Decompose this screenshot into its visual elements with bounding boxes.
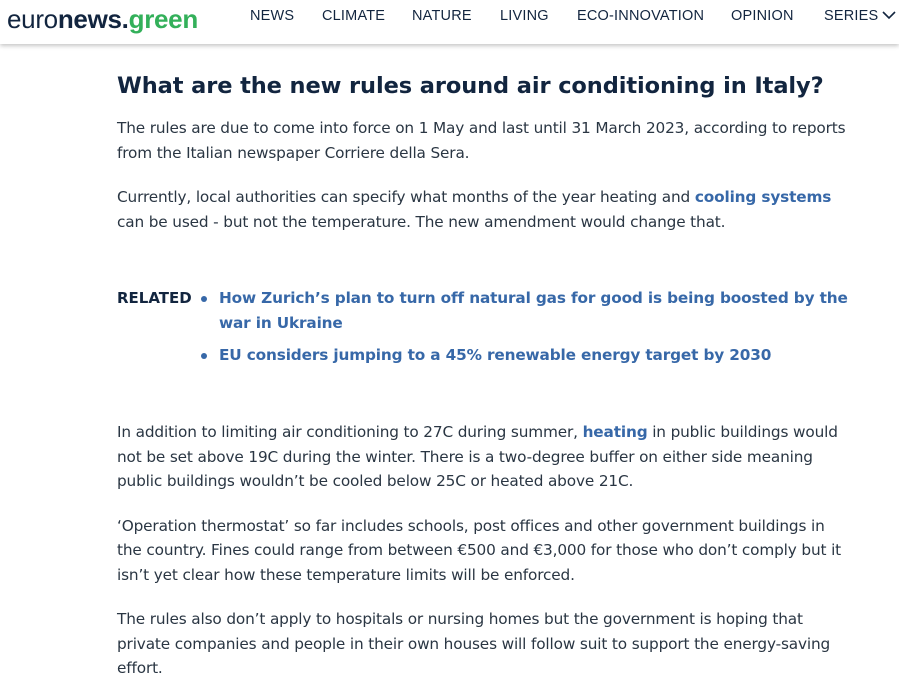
cooling-systems-link[interactable]: cooling systems <box>694 188 832 206</box>
related-label: RELATED <box>117 289 192 307</box>
bullet-dot <box>201 353 207 359</box>
related-link-eu-renewable[interactable]: EU considers jumping to a 45% renewable energy target by 2030 <box>201 343 851 368</box>
nav-item-living[interactable]: LIVING <box>500 8 549 24</box>
nav-item-eco-innovation[interactable]: ECO-INNOVATION <box>577 8 705 24</box>
section-heading: What are the new rules around air conditioning in Italy? <box>117 73 824 99</box>
euronews-green-logo[interactable]: euronews.green <box>7 4 198 34</box>
article-body <box>117 70 847 234</box>
top-navigation-bar <box>0 0 899 44</box>
bullet-dot <box>201 296 207 302</box>
nav-item-nature[interactable]: NATURE <box>412 8 472 24</box>
nav-item-news[interactable]: NEWS <box>250 8 295 24</box>
heating-link[interactable]: heating <box>582 423 648 441</box>
paragraph-exemptions: The rules also don’t apply to hospitals or nursing homes but the government is hoping that private companies and people in their own houses will follow suit to support the energy-saving effort. <box>117 610 831 677</box>
nav-item-series-label: SERIES <box>824 8 879 24</box>
paragraph-rules-dates: The rules are due to come into force on 1 May and last until 31 March 2023, according to reports from the Italian newspaper Corriere della Sera. <box>117 119 846 162</box>
paragraph-temperature-limits: In addition to limiting air conditioning to 27C during summer, heating in public buildings would not be set above 19C during the winter. There is a two-degree buffer on either side meaning public buildings wouldn’t be cooled below 25C or heated above 21C. <box>117 423 838 490</box>
related-list <box>201 286 851 368</box>
nav-item-climate[interactable]: CLIMATE <box>322 8 386 24</box>
nav-item-opinion[interactable]: OPINION <box>731 8 794 24</box>
paragraph-operation-thermostat: ‘Operation thermostat’ so far includes schools, post offices and other government buildings in the country. Fines could range from between €500 and €3,000 for those who don’t comply but it isn’t yet clear how these temperature limits will be enforced. <box>117 516 842 584</box>
related-link-zurich[interactable]: How Zurich’s plan to turn off natural gas for good is being boosted by the war in Ukraine <box>201 286 851 336</box>
chevron-down-icon <box>882 8 896 24</box>
nav-item-series[interactable] <box>824 8 896 24</box>
article-body-continued <box>117 420 847 681</box>
paragraph-current-authorities: Currently, local authorities can specify what months of the year heating and cooling systems can be used - but not the temperature. The new amendment would change that. <box>117 188 832 231</box>
